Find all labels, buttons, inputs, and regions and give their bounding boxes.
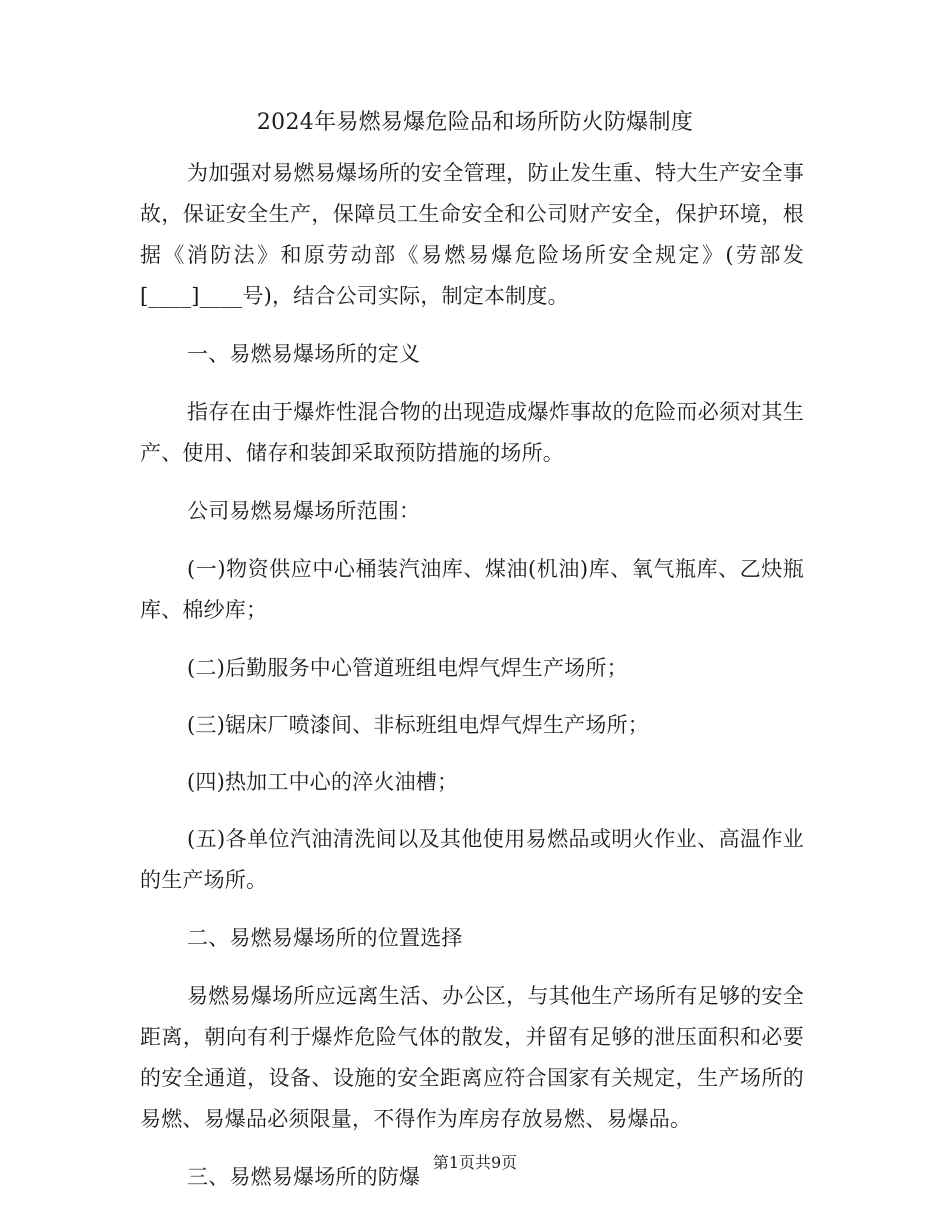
- section-heading-explosion-proof: 三、易燃易爆场所的防爆: [187, 1165, 421, 1189]
- list-item-4: (四)热加工中心的淬火油槽；: [187, 770, 459, 794]
- paragraph-location: 易燃易爆场所应远离生活、办公区，与其他生产场所有足够的安全距离，朝向有利于爆炸危险气体的散发，并留有足够的泄压面积和必要的安全通道，设备、设施的安全距离应符合国家有关规定，生产场所的易燃、易爆品必须限量，不得作为库房存放易燃、易爆品。: [140, 984, 804, 1131]
- document-body: [140, 153, 804, 1215]
- section-heading-location: 二、易燃易爆场所的位置选择: [187, 926, 463, 950]
- paragraph-definition: 指存在由于爆炸性混合物的出现造成爆炸事故的危险而必须对其生产、使用、储存和装卸采取预防措施的场所。: [140, 400, 804, 465]
- page-number: 第1页共9页: [432, 1153, 518, 1172]
- list-item-2: (二)后勤服务中心管道班组电焊气焊生产场所；: [187, 656, 628, 680]
- list-item-5: (五)各单位汽油清洗间以及其他使用易燃品或明火作业、高温作业的生产场所。: [140, 827, 804, 892]
- document-title: 2024年易燃易爆危险品和场所防火防爆制度: [256, 110, 694, 135]
- paragraph-intro: 为加强对易燃易爆场所的安全管理，防止发生重、特大生产安全事故，保证安全生产，保障员工生命安全和公司财产安全，保护环境，根据《消防法》和原劳动部《易燃易爆危险场所安全规定》(劳部发[____]____号)，结合公司实际，制定本制度。: [140, 161, 804, 308]
- list-item-3: (三)锯床厂喷漆间、非标班组电焊气焊生产场所；: [187, 713, 649, 737]
- section-heading-definition: 一、易燃易爆场所的定义: [187, 342, 421, 366]
- list-item-1: (一)物资供应中心桶装汽油库、煤油(机油)库、氧气瓶库、乙炔瓶库、棉纱库；: [140, 557, 804, 622]
- paragraph-scope-label: 公司易燃易爆场所范围：: [187, 499, 421, 523]
